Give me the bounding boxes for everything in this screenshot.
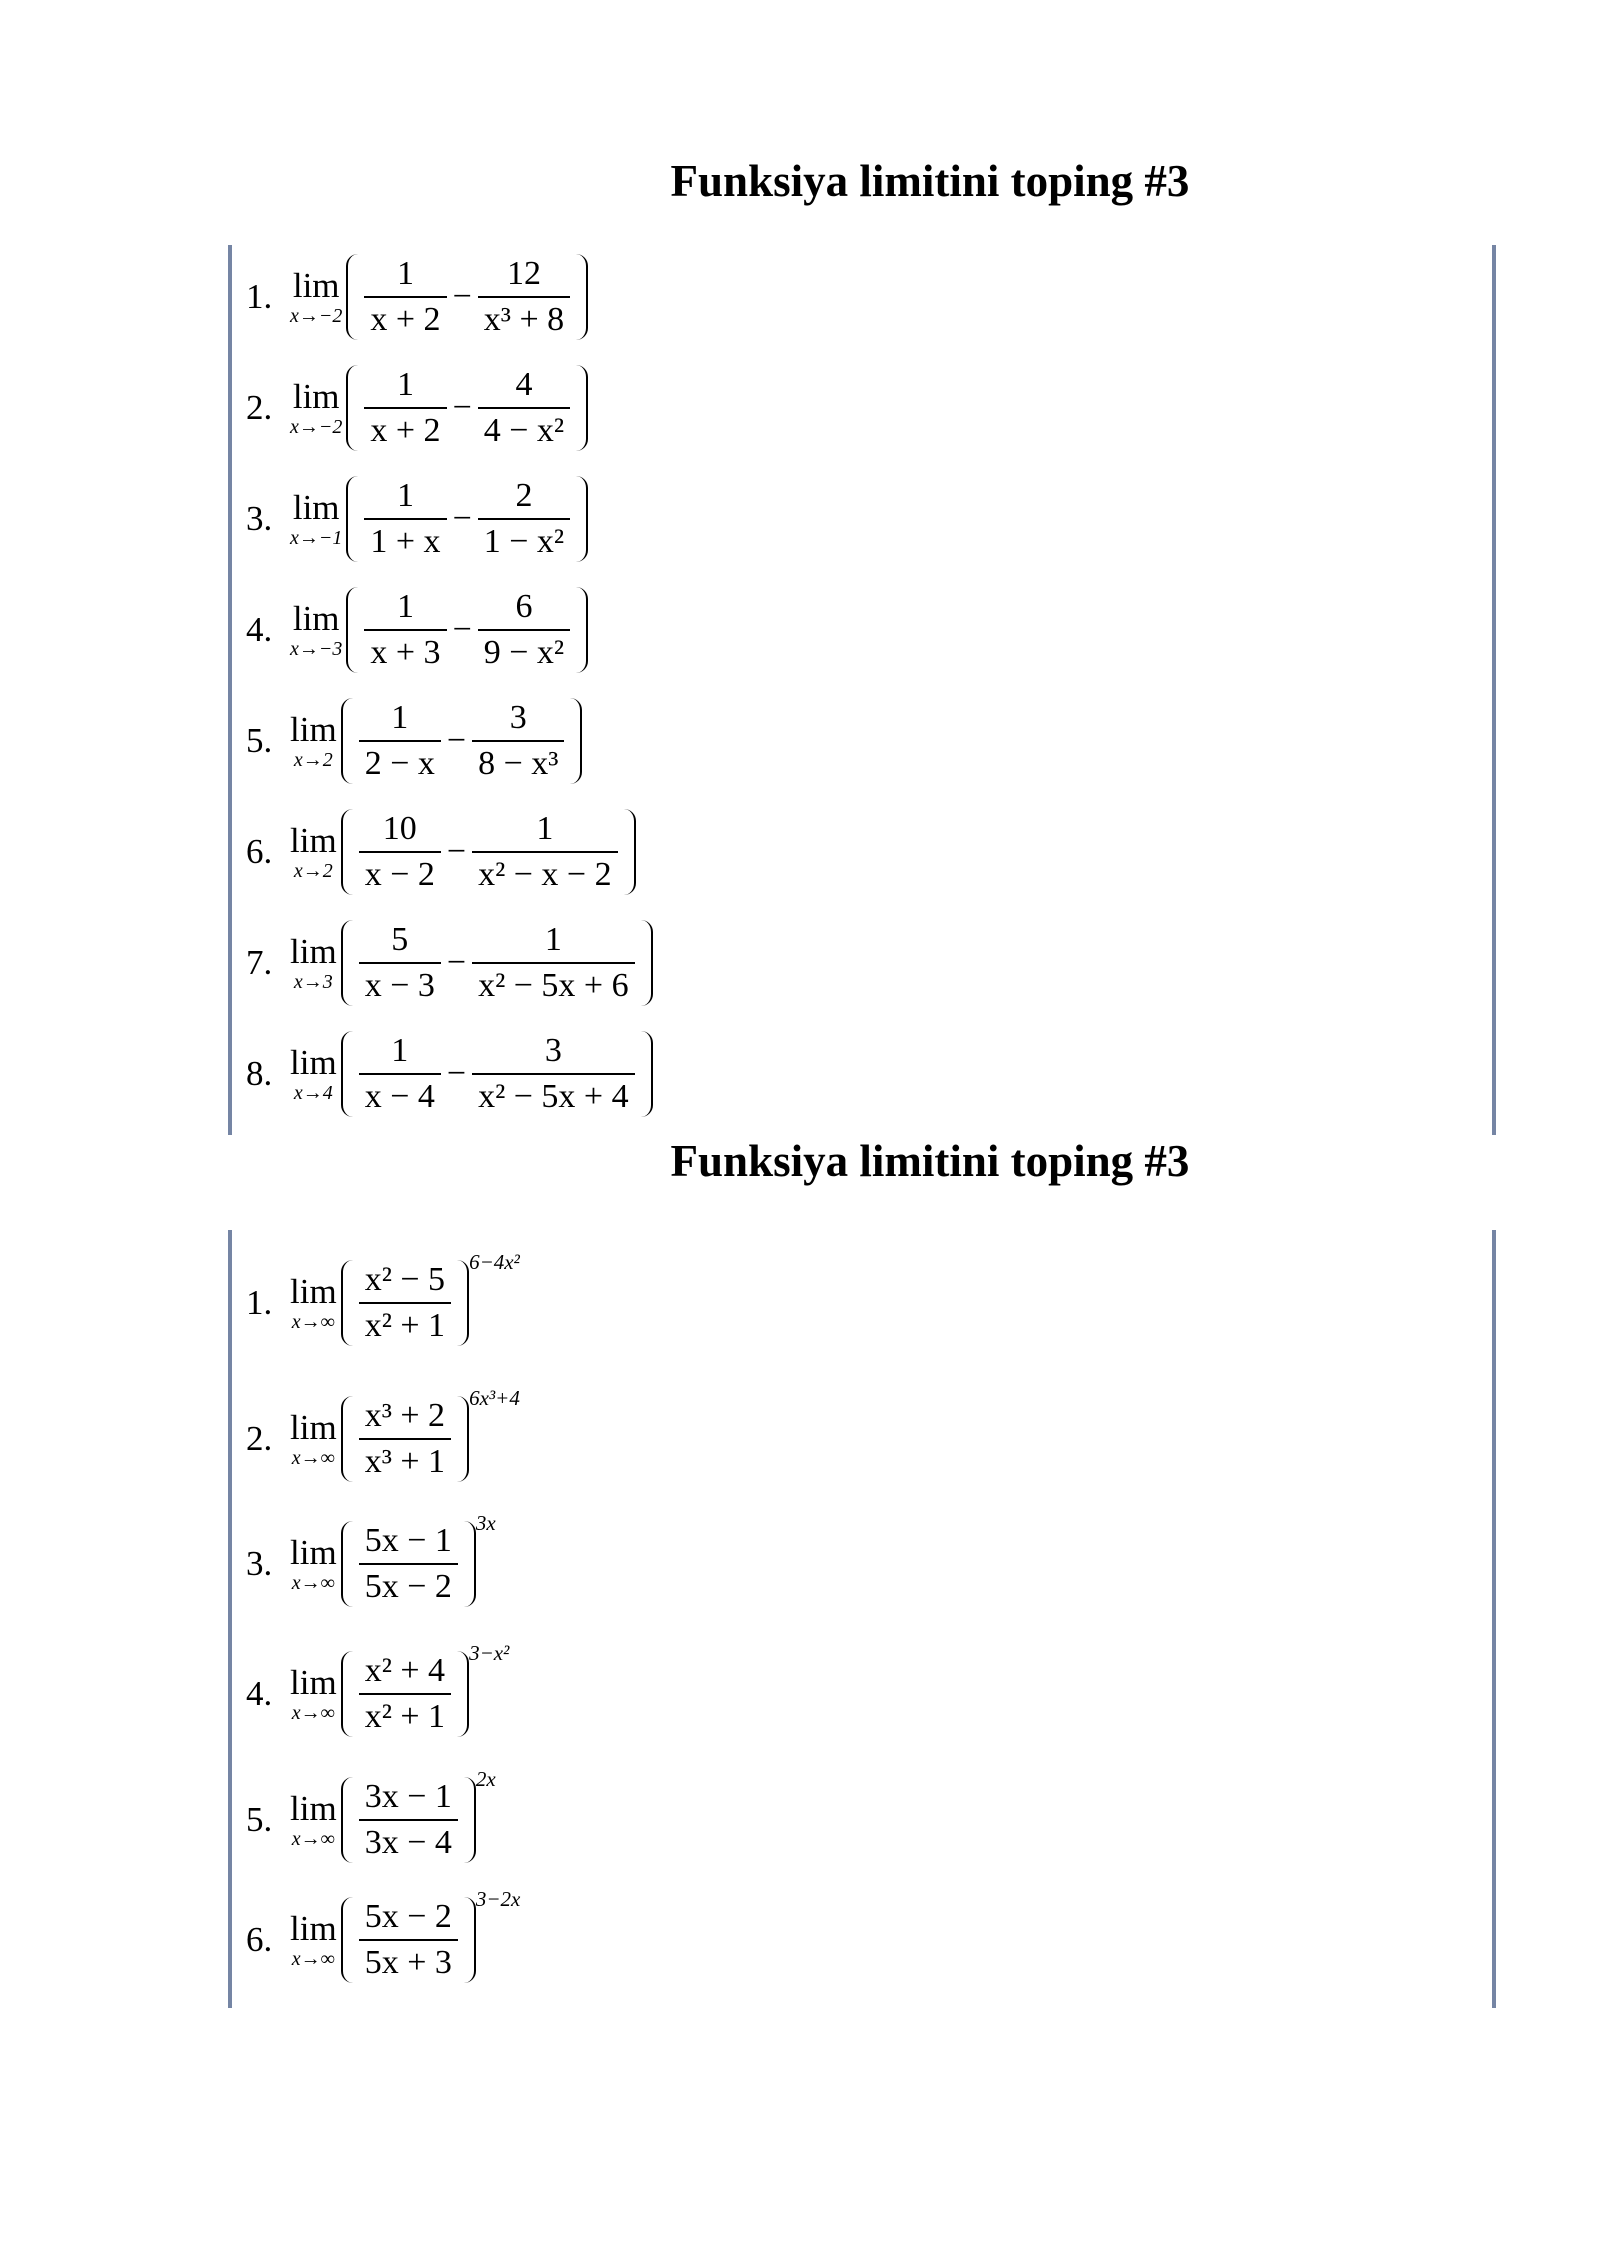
limit-subscript: x→−2 (290, 416, 343, 438)
operator: − (446, 1055, 467, 1092)
numerator: 2 (515, 477, 533, 514)
lim-label: lim (290, 821, 337, 860)
fraction (359, 807, 441, 897)
limit-subscript: x→−2 (290, 305, 343, 327)
problem-row (246, 356, 588, 460)
limit-operator (290, 1273, 337, 1333)
problem-number: 1. (246, 1283, 273, 1322)
denominator: 4 − x² (478, 407, 570, 453)
denominator: x − 3 (359, 962, 441, 1008)
limit-operator (290, 267, 342, 327)
denominator: x − 2 (359, 851, 441, 897)
denominator: 9 − x² (478, 629, 570, 675)
lim-label: lim (290, 1272, 337, 1311)
problem-number: 7. (246, 943, 273, 982)
lim-label: lim (290, 932, 337, 971)
limit-operator (290, 1534, 337, 1594)
limit-operator (290, 489, 342, 549)
denominator: x² − 5x + 6 (472, 962, 635, 1008)
lim-label: lim (292, 599, 340, 638)
problem-row (246, 1512, 496, 1616)
numerator: 1 (396, 255, 414, 292)
operator: − (452, 500, 472, 537)
limit-subscript: x→∞ (291, 1447, 335, 1469)
denominator: x + 2 (364, 296, 446, 342)
numerator: 1 (396, 588, 414, 625)
operator: − (452, 611, 472, 648)
exponent: 6x³+4 (469, 1386, 520, 1410)
fraction (472, 1029, 635, 1119)
parenthesized-expression (341, 1895, 476, 1985)
parenthesized-expression (341, 807, 636, 897)
fraction (359, 1029, 441, 1119)
problem-number: 5. (246, 1800, 273, 1839)
limit-subscript: x→∞ (291, 1828, 335, 1850)
problem-number: 2. (246, 1419, 273, 1458)
parenthesized-expression (341, 696, 583, 786)
fraction (359, 1258, 451, 1348)
limit-operator (290, 1910, 337, 1970)
numerator: 3 (544, 1032, 562, 1069)
limit-subscript: x→∞ (291, 1311, 335, 1333)
lim-label: lim (290, 710, 337, 749)
limit-operator (290, 600, 342, 660)
problem-row (246, 1635, 509, 1753)
denominator: x³ + 1 (359, 1438, 451, 1484)
problem-number: 2. (246, 388, 273, 427)
section-2-title: Funksiya limitini toping #3 (670, 1136, 1190, 1186)
limit-operator (290, 822, 337, 882)
problem-row (246, 800, 636, 904)
problem-row (246, 1888, 520, 1992)
parenthesized-expression (346, 363, 588, 453)
fraction (359, 1519, 458, 1609)
fraction (478, 252, 570, 342)
power-expression (341, 1767, 496, 1865)
denominator: x² − x − 2 (472, 851, 618, 897)
parenthesized-expression (341, 1029, 653, 1119)
fraction (472, 918, 635, 1008)
operator: − (452, 389, 472, 426)
limit-operator (290, 711, 337, 771)
limit-operator (290, 1790, 337, 1850)
denominator: 8 − x³ (472, 740, 564, 786)
section-1-title: Funksiya limitini toping #3 (670, 156, 1190, 206)
fraction (472, 807, 618, 897)
fraction (359, 1895, 458, 1985)
problem-row (246, 467, 588, 571)
fraction (364, 363, 446, 453)
lim-label: lim (290, 1663, 337, 1702)
numerator: 1 (391, 1032, 409, 1069)
limit-subscript: x→2 (293, 860, 333, 882)
problem-box-1 (228, 245, 1496, 1135)
problem-number: 6. (246, 832, 273, 871)
lim-label: lim (292, 488, 340, 527)
numerator: 3 (509, 699, 527, 736)
limit-subscript: x→3 (293, 971, 333, 993)
numerator: 5x − 1 (364, 1522, 452, 1559)
parenthesized-expression (341, 1775, 476, 1865)
problem-row (246, 1380, 520, 1498)
numerator: 1 (396, 477, 414, 514)
problem-row (246, 245, 588, 349)
numerator: 4 (515, 366, 533, 403)
fraction (359, 1775, 458, 1865)
lim-label: lim (292, 377, 340, 416)
fraction (472, 696, 564, 786)
limit-operator (290, 1409, 337, 1469)
operator: − (446, 833, 467, 870)
problem-row (246, 1244, 520, 1362)
parenthesized-expression (346, 585, 588, 675)
denominator: x² − 5x + 4 (472, 1073, 635, 1119)
power-expression (341, 1511, 496, 1609)
numerator: 5 (391, 921, 409, 958)
numerator: 6 (515, 588, 533, 625)
denominator: x³ + 8 (478, 296, 570, 342)
parenthesized-expression (341, 1258, 469, 1348)
fraction (359, 1649, 451, 1739)
power-expression (341, 1250, 520, 1348)
denominator: 1 − x² (478, 518, 570, 564)
problem-number: 6. (246, 1920, 273, 1959)
operator: − (446, 944, 467, 981)
problem-row (246, 1022, 653, 1126)
problem-number: 4. (246, 610, 273, 649)
numerator: 3x − 1 (364, 1778, 452, 1815)
limit-subscript: x→∞ (291, 1948, 335, 1970)
limit-subscript: x→4 (293, 1082, 333, 1104)
fraction (359, 1394, 451, 1484)
power-expression (341, 1641, 510, 1739)
numerator: 1 (544, 921, 562, 958)
lim-label: lim (290, 1909, 337, 1948)
denominator: x − 4 (359, 1073, 441, 1119)
problem-box-2 (228, 1230, 1496, 2008)
power-expression (341, 1386, 520, 1484)
denominator: 5x + 3 (359, 1939, 458, 1985)
parenthesized-expression (346, 474, 588, 564)
limit-subscript: x→∞ (291, 1702, 335, 1724)
lim-label: lim (292, 266, 340, 305)
operator: − (446, 722, 467, 759)
denominator: 5x − 2 (359, 1563, 458, 1609)
limit-operator (290, 933, 337, 993)
denominator: 2 − x (359, 740, 441, 786)
numerator: x² − 5 (364, 1261, 446, 1298)
denominator: 3x − 4 (359, 1819, 458, 1865)
problem-number: 4. (246, 1674, 273, 1713)
exponent: 3−2x (475, 1887, 521, 1911)
limit-operator (290, 1664, 337, 1724)
fraction (359, 918, 441, 1008)
fraction (359, 696, 441, 786)
power-expression (341, 1887, 521, 1985)
numerator: x³ + 2 (364, 1397, 446, 1434)
operator: − (452, 278, 472, 315)
parenthesized-expression (341, 1394, 469, 1484)
lim-label: lim (290, 1408, 337, 1447)
exponent: 2x (475, 1767, 496, 1791)
fraction (364, 585, 446, 675)
problem-number: 5. (246, 721, 273, 760)
parenthesized-expression (341, 1519, 476, 1609)
fraction (364, 474, 446, 564)
problem-number: 1. (246, 277, 273, 316)
parenthesized-expression (341, 1649, 469, 1739)
lim-label: lim (290, 1533, 337, 1572)
numerator: 10 (382, 810, 417, 847)
parenthesized-expression (341, 918, 653, 1008)
numerator: 1 (536, 810, 554, 847)
denominator: x + 2 (364, 407, 446, 453)
numerator: 1 (391, 699, 409, 736)
limit-subscript: x→2 (293, 749, 333, 771)
denominator: x² + 1 (359, 1302, 451, 1348)
lim-label: lim (290, 1789, 337, 1828)
limit-subscript: x→−1 (290, 527, 343, 549)
lim-label: lim (290, 1043, 337, 1082)
exponent: 3−x² (469, 1641, 510, 1665)
limit-operator (290, 378, 342, 438)
limit-subscript: x→∞ (291, 1572, 335, 1594)
problem-number: 3. (246, 1544, 273, 1583)
problem-row (246, 689, 582, 793)
denominator: x + 3 (364, 629, 446, 675)
numerator: x² + 4 (364, 1652, 446, 1689)
fraction (478, 474, 570, 564)
numerator: 12 (506, 255, 541, 292)
exponent: 6−4x² (469, 1250, 520, 1274)
problem-number: 3. (246, 499, 273, 538)
parenthesized-expression (346, 252, 588, 342)
problem-row (246, 578, 588, 682)
denominator: 1 + x (364, 518, 446, 564)
denominator: x² + 1 (359, 1693, 451, 1739)
problem-row (246, 1768, 496, 1872)
fraction (478, 585, 570, 675)
numerator: 5x − 2 (364, 1898, 452, 1935)
fraction (364, 252, 446, 342)
problem-row (246, 911, 653, 1015)
limit-operator (290, 1044, 337, 1104)
exponent: 3x (475, 1511, 496, 1535)
limit-subscript: x→−3 (290, 638, 343, 660)
problem-number: 8. (246, 1054, 273, 1093)
fraction (478, 363, 570, 453)
numerator: 1 (396, 366, 414, 403)
